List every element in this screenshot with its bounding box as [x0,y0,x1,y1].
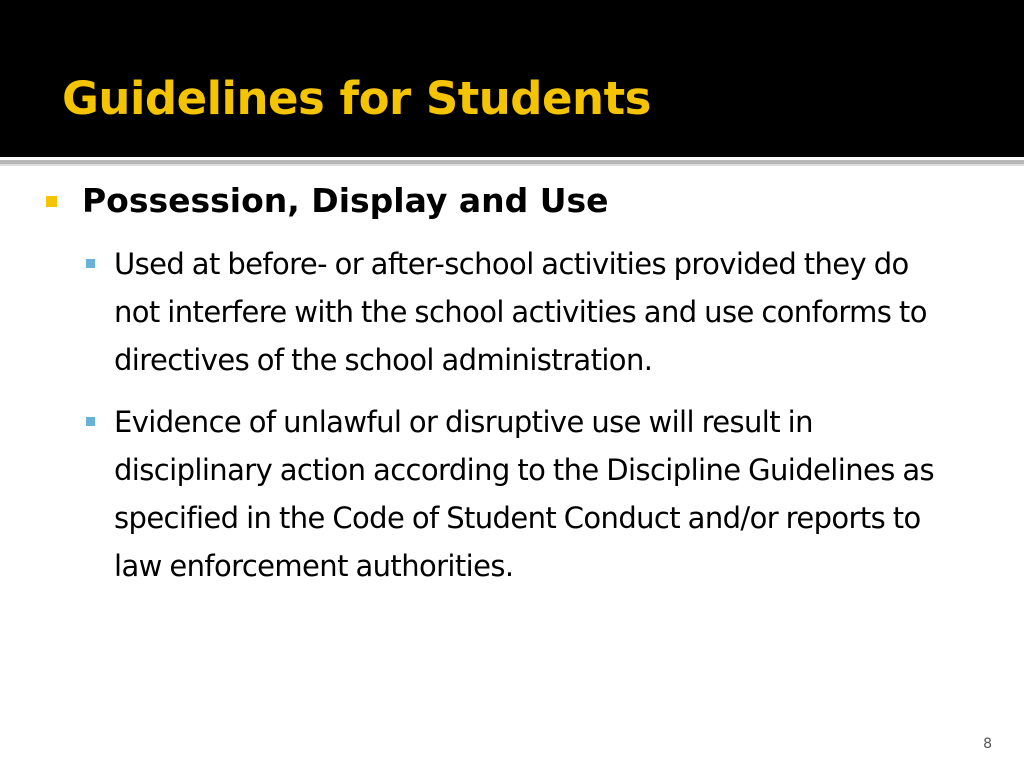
square-bullet-icon [86,417,95,426]
title-divider-highlight [0,164,1024,166]
sub-bullet-text: Evidence of unlawful or disruptive use will result in disciplinary action according to the Discipline Guidelines as specified in the Code of Student Conduct and/or reports to law enforcement authorities. [114,405,935,583]
square-bullet-icon [46,196,57,207]
slide-title: Guidelines for Students [62,72,651,125]
sub-bullet-item [114,240,954,384]
bullet-heading: Possession, Display and Use [82,181,609,220]
sub-bullet-list [114,240,954,604]
sub-bullet-text: Used at before- or after-school activities provided they do not interfere with the school activities and use conforms to directives of the school administration. [114,247,927,377]
sub-bullet-item [114,398,954,590]
square-bullet-icon [86,259,95,268]
slide-number: 8 [983,736,992,752]
title-bar [0,0,1024,157]
